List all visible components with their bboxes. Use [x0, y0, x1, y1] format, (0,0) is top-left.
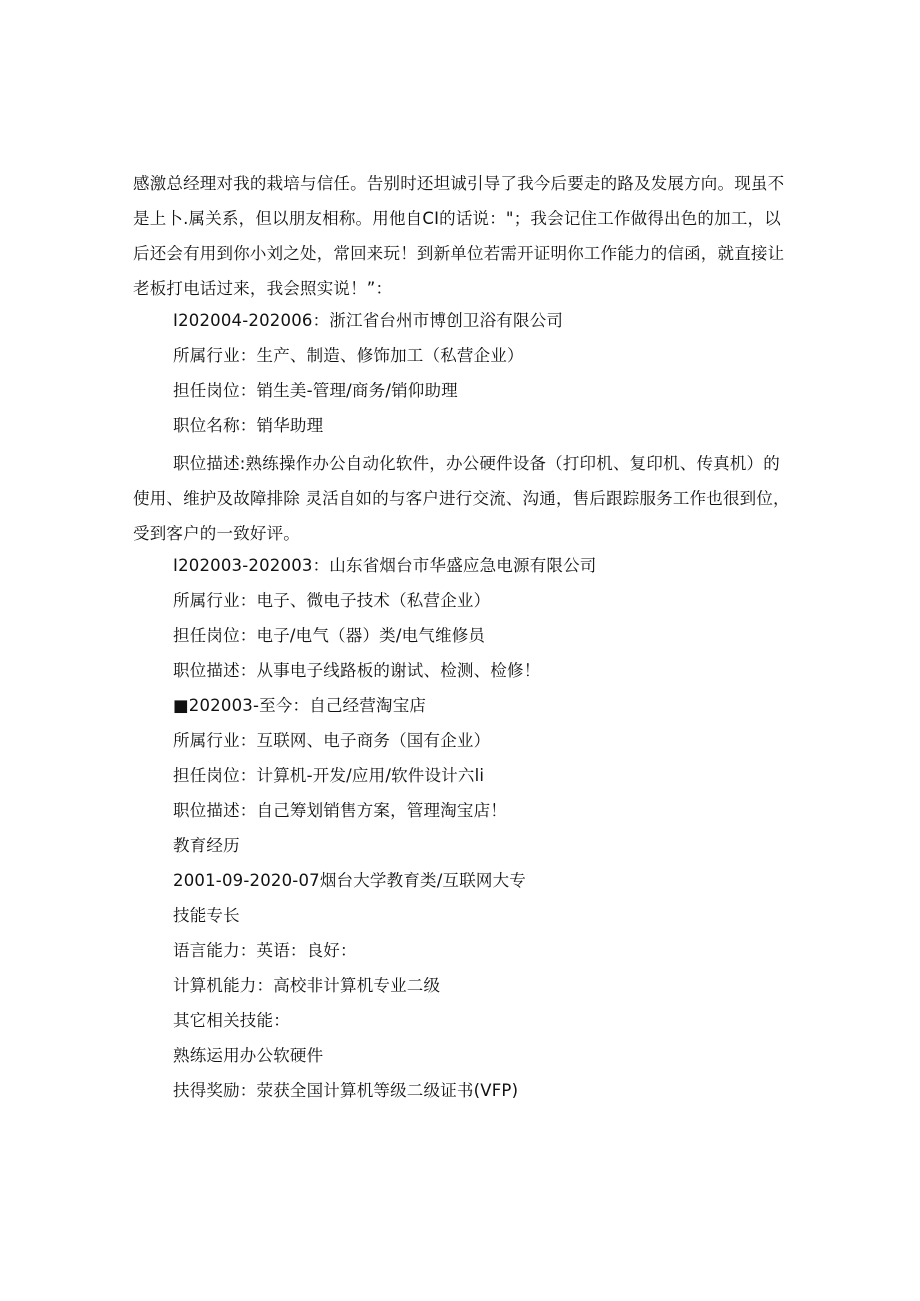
education-heading: 教育经历: [173, 836, 240, 855]
skills-language: 语言能力：英语：良好：: [173, 941, 357, 960]
job1-industry: 所属行业：生产、制造、修饰加工（私营企业）: [173, 346, 524, 365]
job2-header: I202003-202003：山东省烟台市华盛应急电源有限公司: [173, 556, 597, 575]
job1-post: 担任岗位：销生美-管理/商务/销仰助理: [173, 381, 458, 400]
job2-description: 职位描述：从事电子线路板的谢试、检测、检修！: [173, 661, 541, 680]
education-entry: 2001-09-2020-07烟台大学教育类/互联网大专: [173, 871, 526, 890]
intro-paragraph: 感激总经理对我的栽培与信任。告别时还坦诚引导了我今后要走的路及发展方向。现虽不是上卜.属关系，但以朋友相称。用他自CI的话说："；我会记住工作做得出色的加工，以后还会有用到你小刘之处，常回来玩！到新单位若需开证明你工作能力的信函，就直接让老板打电话过来，我会照实说！”：: [133, 174, 785, 298]
job3-post: 担任岗位：计算机-开发/应用/软件设计六li: [173, 766, 485, 785]
job2-post: 担任岗位：电子/电气（器）类/电气维修员: [173, 626, 486, 645]
job2-industry: 所属行业：电子、微电子技术（私营企业）: [173, 591, 491, 610]
skills-awards: 扶得奖励：荥获全国计算机等级二级证书(VFP): [173, 1081, 519, 1100]
job3-industry: 所属行业：互联网、电子商务（国有企业）: [173, 731, 491, 750]
job1-title: 职位名称：销华助理: [173, 416, 324, 435]
skills-heading: 技能专长: [173, 906, 240, 925]
skills-other-item: 熟练运用办公软硬件: [173, 1046, 324, 1065]
skills-computer: 计算机能力：高校非计算机专业二级: [173, 976, 441, 995]
job1-header: I202004-202006：浙江省台州市博创卫浴有限公司: [173, 311, 564, 330]
job3-description: 职位描述：自己筹划销售方案，管理淘宝店！: [173, 801, 507, 820]
job1-description: 职位描述:熟练操作办公自动化软件，办公硬件设备（打印机、复印机、传真机）的使用、维护及故障排除 灵活自如的与客户进行交流、沟通，售后跟踪服务工作也很到位，受到客户的一致好评。: [133, 454, 790, 543]
skills-other-heading: 其它相关技能：: [173, 1011, 290, 1030]
job3-header: ■202003-至今：自己经营淘宝店: [173, 696, 427, 715]
